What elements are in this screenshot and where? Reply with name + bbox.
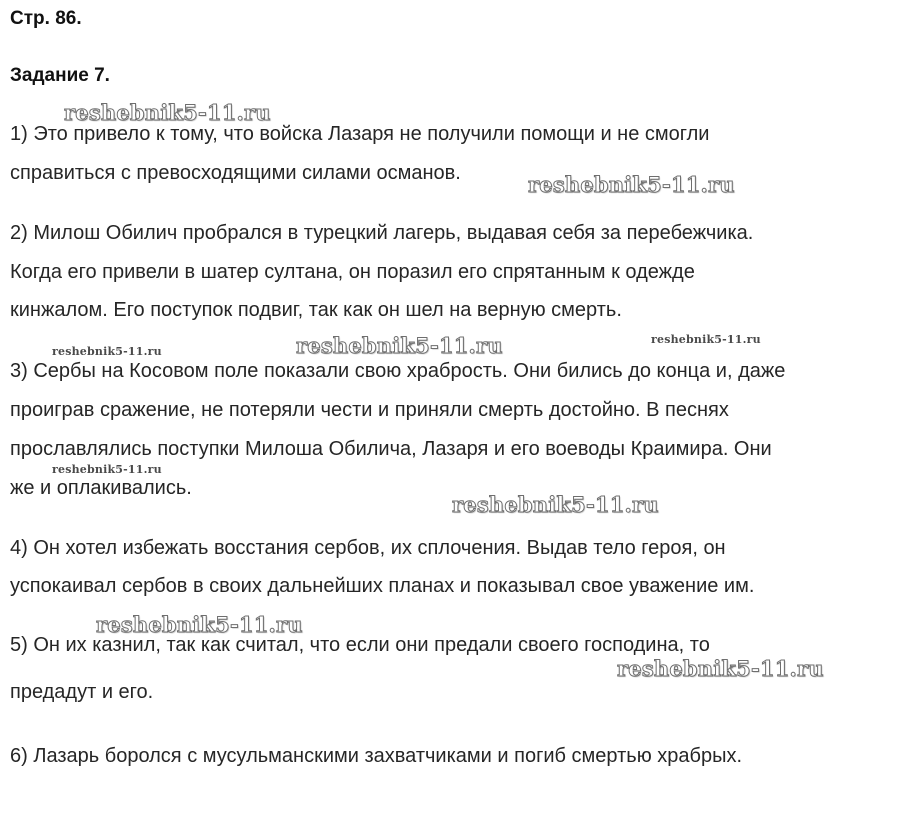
answer-4-line-1: 4) Он хотел избежать восстания сербов, их сплочения. Выдав тело героя, он <box>10 537 726 559</box>
answer-4-line-2: успокаивал сербов в своих дальнейших планах и показывал свое уважение им. <box>10 575 755 597</box>
answer-1-line-1: 1) Это привело к тому, что войска Лазаря не получили помощи и не смогли <box>10 123 710 145</box>
task-heading: Задание 7. <box>10 65 110 86</box>
watermark-logo: reshebnik5-11.ru <box>528 172 735 197</box>
watermark-logo: reshebnik5-11.ru <box>651 333 761 346</box>
watermark-logo: reshebnik5-11.ru <box>64 100 271 125</box>
answer-3-line-3: прославлялись поступки Милоша Обилича, Лазаря и его воеводы Краимира. Они <box>10 438 772 460</box>
answer-3-line-1: 3) Сербы на Косовом поле показали свою храбрость. Они бились до конца и, даже <box>10 360 786 382</box>
answer-5-line-2: предадут и его. <box>10 681 154 703</box>
answer-2-line-1: 2) Милош Обилич пробрался в турецкий лагерь, выдавая себя за перебежчика. <box>10 222 754 244</box>
watermark-logo: reshebnik5-11.ru <box>52 463 162 476</box>
watermark-logo: reshebnik5-11.ru <box>617 656 824 681</box>
watermark-logo: reshebnik5-11.ru <box>296 333 503 358</box>
answer-2-line-2: Когда его привели в шатер султана, он поразил его спрятанным к одежде <box>10 261 695 283</box>
answer-3-line-4: же и оплакивались. <box>10 477 192 499</box>
page-number-heading: Стр. 86. <box>10 8 82 29</box>
answer-5-line-1: 5) Он их казнил, так как считал, что если они предали своего господина, то <box>10 634 710 656</box>
watermark-logo: reshebnik5-11.ru <box>52 345 162 358</box>
answer-1-line-2: справиться с превосходящими силами османов. <box>10 162 461 184</box>
answer-2-line-3: кинжалом. Его поступок подвиг, так как он шел на верную смерть. <box>10 299 622 321</box>
watermark-logo: reshebnik5-11.ru <box>96 612 303 637</box>
answer-6-line-1: 6) Лазарь боролся с мусульманскими захватчиками и погиб смертью храбрых. <box>10 745 743 767</box>
answer-3-line-2: проиграв сражение, не потеряли чести и приняли смерть достойно. В песнях <box>10 399 729 421</box>
watermark-logo: reshebnik5-11.ru <box>452 492 659 517</box>
